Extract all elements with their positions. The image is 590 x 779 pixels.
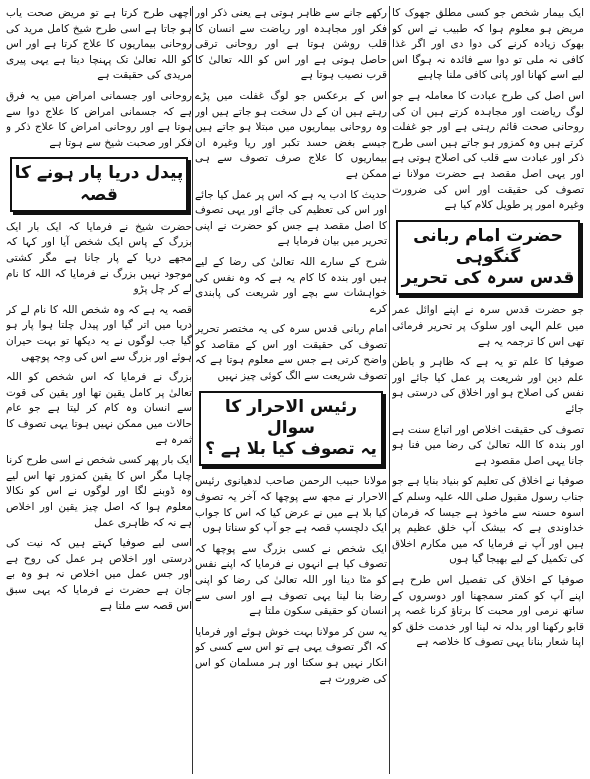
paragraph: ایک شخص نے کسی بزرگ سے پوچھا کہ تصوف کیا ہے انہوں نے فرمایا کہ اپنے نفس کو مٹا دینا اور اللہ تعالیٰ کی رضا کو اپنی رضا بنا لینا یہی تصوف ہے اور اسی سے انسان کو حقیقی سکون ملتا ہے: [195, 542, 387, 618]
heading-line: رئیس الاحرار کا سوال: [224, 396, 358, 438]
paragraph: صوفیا کے اخلاق کی تفصیل اس طرح ہے اپنے آپ کو کمتر سمجھنا اور دوسروں کے ساتھ نرمی اور محبت کا برتاؤ کرنا غصہ پر قابو رکھنا اور بدلہ نہ لینا اور خدمت خلق کو اپنا شعار بنانا یہی تصوف کا خلاصہ ہے: [392, 573, 584, 649]
heading-line: حضرت امام ربانی گنگوہی: [413, 225, 563, 267]
paragraph: قصہ یہ ہے کہ وہ شخص اللہ کا نام لے کر دریا میں اتر گیا اور پیدل چلتا ہوا پار ہو گیا جب لوگوں نے یہ دیکھا تو بہت حیران ہوئے اور بزرگ سے اس کی وجہ پوچھی: [6, 303, 192, 363]
column-left: [6, 6, 192, 776]
paragraph: تصوف کی حقیقت اخلاص اور اتباع سنت ہے اور بندہ کا اللہ تعالیٰ کی رضا میں فنا ہو جانا یہی اصل مقصود ہے: [392, 423, 584, 467]
paragraph: شرح کے سارے اللہ تعالیٰ کی رضا کے لیے ہیں اور بندہ کا کام یہ ہے کہ وہ نفس کی خواہشات سے بچے اور شریعت کی پابندی کرے: [195, 255, 387, 315]
paragraph: روحانی اور جسمانی امراض میں یہ فرق ہے کہ جسمانی امراض کا علاج دوا سے ہوتا ہے اور روحانی امراض کا علاج ذکر و فکر اور صحبت شیخ سے ہوتا ہے: [6, 89, 192, 149]
paragraph: رکھے جانے سے ظاہر ہوتی ہے یعنی ذکر اور فکر اور مجاہدہ اور ریاضت سے انسان کا قلب روشن ہوتا ہے اور روحانی ترقی حاصل ہوتی ہے اور اس کو اللہ تعالیٰ کا قرب نصیب ہوتا ہے: [195, 7, 387, 82]
column-right: [392, 6, 584, 776]
paragraph: حدیث کا ادب یہ ہے کہ اس پر عمل کیا جائے اور اس کی تعظیم کی جائے اور یہی تصوف کا اصل مقصد ہے جس کو حضرت نے اپنی تحریر میں بیان فرمایا ہے: [195, 188, 387, 248]
paragraph: اس اصل کی طرح عبادت کا معاملہ ہے جو لوگ ریاضت اور مجاہدہ کرتے ہیں ان کی روحانی صحت قائم رہتی ہے اور جو غفلت کرتے ہیں وہ کمزور ہو جاتے ہیں اسی طرح ذکر اور عبادت سے قلب کی اصلاح ہوتی ہے اور یہی اصل مقصد ہے حضرت مولانا نے تصوف کی حقیقت اور اس کی ضرورت وغیرہ امور پر طویل کلام کیا ہے: [392, 89, 584, 212]
heading-line: یہ تصوف کیا بلا ہے ؟: [205, 439, 377, 460]
column-divider: [389, 6, 390, 774]
heading-line: قدس سرہ کی تحریر: [401, 268, 575, 289]
paragraph: ایک بیمار شخص جو کسی مطلق جھوک کا مریض ہو معلوم ہوا کہ طبیب نے اس کو بھوک زیادہ کرنے کی دوا دی اور اگر غذا کافی نہ ملی تو دوا سے فائدہ نہ ہوگا اس لیے اسے کھانا اور پانی کافی ملنا چاہیے: [392, 7, 584, 82]
paragraph: اچھی طرح کرتا ہے تو مریض صحت یاب ہو جاتا ہے اسی طرح شیخ کامل مرید کی روحانی بیماریوں کا علاج کرتا ہے اور اس کو اللہ تعالیٰ تک پہنچا دیتا ہے یہی پیری مریدی کی حقیقت ہے: [6, 7, 192, 82]
paragraph: اس کے برعکس جو لوگ غفلت میں پڑے رہتے ہیں ان کے دل سخت ہو جاتے ہیں اور وہ روحانی بیماریوں میں مبتلا ہو جاتے ہیں جیسے بغض حسد تکبر اور ریا وغیرہ ان بیماریوں کا علاج صرف تصوف سے ہی ممکن ہے: [195, 89, 387, 180]
heading-box-imam-rabbani: [396, 220, 580, 296]
paragraph: بزرگ نے فرمایا کہ اس شخص کو اللہ تعالیٰ پر کامل یقین تھا اور یقین کی قوت سے انسان وہ کام کر لیتا ہے جو عام حالات میں ممکن نہیں ہوتا یہی تصوف کا ثمرہ ہے: [6, 371, 192, 446]
paragraph: صوفیا کا علم تو یہ ہے کہ ظاہر و باطن علم دین اور شریعت پر عمل کیا جائے اور نفس کی اصلاح ہو اور اخلاق کی درستی ہو جائے: [392, 356, 584, 416]
heading-box-raees-ul-ahrar: [199, 391, 383, 467]
column-divider: [192, 6, 193, 774]
paragraph: صوفیا نے اخلاق کی تعلیم کو بنیاد بنایا ہے جو جناب رسول مقبول صلی اللہ علیہ وسلم کے اسوہ حسنہ سے ماخوذ ہے جیسا کہ فرمان خداوندی ہے کہ بیشک آپ خلق عظیم پر ہیں اور آپ نے فرمایا کہ میں مکارم اخلاق کی تکمیل کے لیے بھیجا گیا ہوں: [392, 475, 584, 566]
paragraph: حضرت شیخ نے فرمایا کہ ایک بار ایک بزرگ کے پاس ایک شخص آیا اور کہا کہ مجھے دریا کے پار جانا ہے مگر کشتی موجود نہیں بزرگ نے فرمایا کہ اللہ کا نام لے کر چل پڑو: [6, 220, 192, 296]
paragraph: یہ سن کر مولانا بہت خوش ہوئے اور فرمایا کہ اگر تصوف یہی ہے تو اس سے کسی کو انکار نہیں ہو سکتا اور ہر مسلمان کو اس کی ضرورت ہے: [195, 625, 387, 685]
paragraph: ایک بار پھر کسی شخص نے اسی طرح کرنا چاہا مگر اس کا یقین کمزور تھا اس لیے وہ ڈوبنے لگا اور لوگوں نے اس کو نکالا معلوم ہوا کہ اصل چیز یقین اور اخلاص ہے نہ کہ ظاہری عمل: [6, 454, 192, 529]
paragraph: جو حضرت قدس سرہ نے اپنے اوائل عمر میں علم الہی اور سلوک پر تحریر فرمائی تھی اس کا ترجمہ یہ ہے: [392, 304, 584, 348]
paragraph: امام ربانی قدس سرہ کی یہ مختصر تحریر تصوف کی حقیقت اور اس کے مقاصد کو واضح کرتی ہے جس سے معلوم ہوتا ہے کہ تصوف شریعت سے الگ کوئی چیز نہیں: [195, 323, 387, 383]
paragraph: مولانا حبیب الرحمن صاحب لدھیانوی رئیس الاحرار نے مجھ سے پوچھا کہ آخر یہ تصوف کیا بلا ہے میں نے عرض کیا کہ اس کا جواب ایک دلچسپ قصہ ہے جو آپ کو سناتا ہوں: [195, 475, 387, 535]
column-middle: [195, 6, 387, 776]
heading-line: پیدل دریا پار ہونے کا قصہ: [14, 163, 184, 205]
heading-box-river-crossing: [10, 157, 188, 212]
paragraph: اسی لیے صوفیا کہتے ہیں کہ نیت کی درستی اور اخلاص ہر عمل کی روح ہے اور جس عمل میں اخلاص نہ ہو وہ بے جان ہے حضرت نے فرمایا کہ یہی سبق اس قصہ سے ملتا ہے: [6, 537, 192, 612]
